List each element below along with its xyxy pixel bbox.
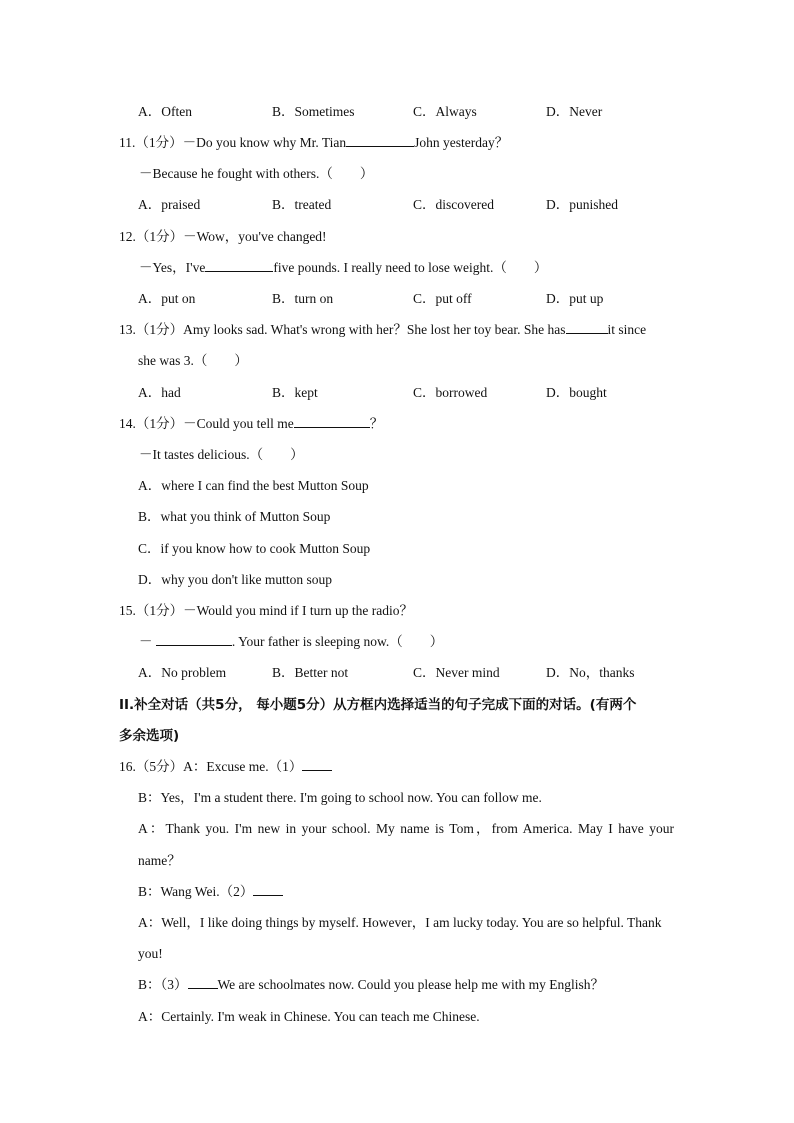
q11-stem-start: 11.（1分）－Do you know why Mr. Tian	[119, 135, 347, 150]
q15-stem-line	[0, 600, 794, 622]
q14-option-b[interactable]: B．what you think of Mutton Soup	[138, 509, 331, 524]
q14-option-d-line	[0, 569, 794, 591]
q11-option-c[interactable]: C．discovered	[413, 197, 494, 212]
q13-option-c[interactable]: C．borrowed	[413, 385, 488, 400]
q14-option-c-line	[0, 538, 794, 560]
q10-option-b[interactable]: B．Sometimes	[272, 104, 355, 119]
q11-stem-end: John yesterday？	[414, 135, 509, 150]
q15-options	[0, 662, 794, 684]
q13-stem-line	[0, 319, 794, 341]
q11-option-a[interactable]: A．praised	[138, 197, 201, 212]
q16-dialogue-9: A：Certainly. I'm weak in Chinese. You can teach me Chinese.	[138, 1009, 480, 1024]
q12-reply-end: five pounds. I really need to lose weight.（ ）	[273, 260, 548, 275]
q15-stem: 15.（1分）－Would you mind if I turn up the radio？	[119, 603, 414, 618]
q12-option-d[interactable]: D．put up	[546, 291, 604, 306]
q10-option-a[interactable]: A．Often	[138, 104, 192, 119]
q12-blank	[205, 257, 273, 272]
q12-option-a[interactable]: A．put on	[138, 291, 196, 306]
q15-option-a[interactable]: A．No problem	[138, 665, 227, 680]
q11-option-d[interactable]: D．punished	[546, 197, 618, 212]
q12-stem-line	[0, 226, 794, 248]
q11-options	[0, 194, 794, 216]
q14-option-a[interactable]: A．where I can find the best Mutton Soup	[138, 478, 369, 493]
section2-heading-1: II.补全对话（共5分， 每小题5分）从方框内选择适当的句子完成下面的对话。(有两个	[119, 697, 637, 713]
q16-dialogue-4: name？	[138, 853, 181, 868]
q10-option-c[interactable]: C．Always	[413, 104, 477, 119]
q15-reply-line	[0, 631, 794, 653]
q16-line-2	[0, 787, 794, 809]
q12-reply-line	[0, 257, 794, 279]
q16-line-1	[0, 756, 794, 778]
q16-dialogue-6: A：Well，I like doing things by myself. However，I am lucky today. You are so helpful. Thank	[138, 915, 662, 930]
q16-line-6	[0, 912, 794, 934]
q14-stem-start: 14.（1分）－Could you tell me	[119, 416, 294, 431]
q10-options	[0, 101, 794, 123]
q16-dialogue-8-start: B：（3）	[138, 977, 188, 992]
q16-blank-1	[302, 756, 332, 771]
q13-stem-start: 13.（1分）Amy looks sad. What's wrong with her？She lost her toy bear. She has	[119, 322, 566, 337]
q16-dialogue-2: B：Yes，I'm a student there. I'm going to school now. You can follow me.	[138, 790, 542, 805]
q12-stem: 12.（1分）－Wow，you've changed!	[119, 229, 327, 244]
q16-dialogue-5: B：Wang Wei.（2）	[138, 884, 254, 899]
q16-dialogue-7: you!	[138, 946, 163, 961]
q16-blank-2	[253, 881, 283, 896]
q12-reply-start: －Yes，I've	[139, 260, 206, 275]
q11-stem	[0, 132, 794, 154]
q14-reply-line	[0, 444, 794, 466]
q16-stem: 16.（5分）A：Excuse me.（1）	[119, 759, 303, 774]
q16-dialogue-3: A：Thank you. I'm new in your school. My name is Tom，from America. May I have your	[138, 821, 674, 836]
q16-line-3	[0, 818, 794, 840]
q15-option-d[interactable]: D．No，thanks	[546, 665, 635, 680]
section2-heading-line-1	[0, 694, 794, 716]
q16-line-4	[0, 850, 794, 872]
q11-reply-line	[0, 163, 794, 185]
q15-blank	[156, 631, 232, 646]
q11-blank	[346, 132, 414, 147]
q13-blank	[566, 319, 608, 334]
q15-option-b[interactable]: B．Better not	[272, 665, 349, 680]
section2-heading-2: 多余选项)	[119, 728, 180, 744]
q12-option-b[interactable]: B．turn on	[272, 291, 334, 306]
q14-option-b-line	[0, 506, 794, 528]
q15-reply-end: . Your father is sleeping now.（ ）	[231, 634, 444, 649]
q13-stem-line-2	[0, 350, 794, 372]
q14-reply: －It tastes delicious.（ ）	[139, 447, 304, 462]
q11-reply: －Because he fought with others.（ ）	[139, 166, 374, 181]
q14-stem-line	[0, 413, 794, 435]
q13-stem-cont: she was 3.（ ）	[138, 353, 248, 368]
q16-blank-3	[188, 974, 218, 989]
q14-option-d[interactable]: D．why you don't like mutton soup	[138, 572, 333, 587]
q13-stem-end: it since	[607, 322, 647, 337]
q12-options	[0, 288, 794, 310]
q16-dialogue-8-end: We are schoolmates now. Could you please help me with my English？	[217, 977, 604, 992]
q12-option-c[interactable]: C．put off	[413, 291, 472, 306]
q16-line-7	[0, 943, 794, 965]
q14-option-a-line	[0, 475, 794, 497]
q10-option-d[interactable]: D．Never	[546, 104, 603, 119]
q11-option-b[interactable]: B．treated	[272, 197, 332, 212]
q16-line-5	[0, 881, 794, 903]
q15-option-c[interactable]: C．Never mind	[413, 665, 500, 680]
q14-option-c[interactable]: C．if you know how to cook Mutton Soup	[138, 541, 371, 556]
q13-options	[0, 382, 794, 404]
q13-option-b[interactable]: B．kept	[272, 385, 318, 400]
section2-heading-line-2	[0, 725, 794, 747]
q14-blank	[294, 413, 370, 428]
q15-reply-start: －	[139, 634, 153, 649]
q16-line-8	[0, 974, 794, 996]
q13-option-d[interactable]: D．bought	[546, 385, 607, 400]
q16-line-9	[0, 1006, 794, 1028]
q14-stem-end: ？	[369, 416, 384, 431]
q13-option-a[interactable]: A．had	[138, 385, 181, 400]
